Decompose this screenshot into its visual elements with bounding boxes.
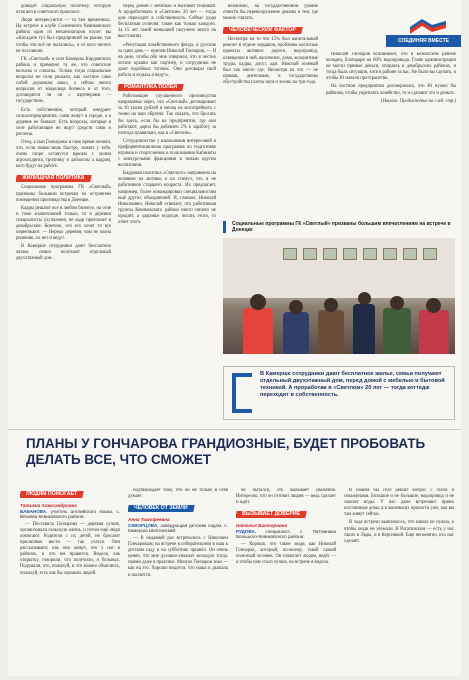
section-heading-housing: ЖИЛИЩНАЯ ПОЛИТИКА xyxy=(16,175,91,182)
paragraph: Николай Гончаров вспоминает, что в Бежилском районе колодец, благодаря на 80% водопровода. Главе администрации не могли прямые деньги, опираясь в декабрьских районах, и тогда была ситуация, хотя в районе за вас. Не было вы сделать, и чтобы Ю начали пространство. xyxy=(326,52,456,82)
paragraph: Кадровая политика «Светлого» направлена на человеке на мотивы и на стимул, что и не работников старшего возраста. Их предлагает, например, более командировки специальностям ещё других объединений. И, главное, Николай Николаевич, Николай отвечает, что работников группы Кевиковского района никто ничего не продаёт, а здоровье подходе, писать этого, то ответ этого. xyxy=(118,171,216,225)
paragraph: Кадры решают все в любом бизнесе, на селе и тоже значительней только, то в деревни специалисты улучшения, не кадр приезжает в декабрьские. Конечно, что кто хочет то все переезжают. — Нередо деревня, нам не назна решение, их нет и ведут. xyxy=(16,205,111,242)
main-headline: ПЛАНЫ У ГОНЧАРОВА ГРАНДИОЗНЫЕ, БУДЕТ ПРОБОВАТЬ ДЕЛАТЬ ВСЕ, ЧТО СМОЖЕТ xyxy=(8,429,461,487)
byline: Татьяна Александровна БАБАНОВА, учитель английского языка, с. Вязовка Кевиковского района: xyxy=(20,503,120,520)
paragraph: В нашем бы селе решил вопрос с газом и скважинами. Большие и не большие, водопровод и не хватает воды. У нас даже встречают прямо постоянные дома, а в маленьких пропасти уже, как вы там живут сейчас. xyxy=(344,488,454,518)
bottom-column-4 xyxy=(344,488,454,672)
paragraph: Сотрудничество у школьников интересовой и профориентационная программа по подготовке игроков и спортсменов и пользования Кабинеты с конкурсными фракциями и новым кругом воспитания. xyxy=(118,138,216,169)
column-3 xyxy=(223,4,318,216)
bottom-column-1 xyxy=(20,488,120,672)
paragraph: перед домой с мебелью и бытовой техникой. А проработовать в «Светлом» 20 лет — тогда дом переходит в собственность. Сейчас руды бесплатная отличия, такие как только каждого. За 15 лет такой меньшией получено много на высстанних. xyxy=(118,4,216,40)
section-banner: СОЕДИНЯЯ ВМЕСТЕ xyxy=(386,35,461,47)
paragraph: подтверждает тому, что он не только в себя думает. xyxy=(128,488,228,500)
quote-bracket-icon xyxy=(232,373,252,413)
section-heading-romance: РОМАНТИКА ПОЛЕЙ xyxy=(118,84,184,91)
bottom-column-3 xyxy=(236,488,336,672)
paragraph: В ходе встречи выяснилось, что школа не нужна, о чтобы люди не уезжали. В Рогатинском — есть у нас таких в Ляды, и в Керсинкой. Еще непонятно, кто нас сделает. xyxy=(344,520,454,544)
paragraph: возможно, на государственном уровне отвести бы перевооружение дешево и тем, где можно считать. xyxy=(223,4,318,22)
paragraph: Есть собственник, который внедряет сельхозпредприятия, сами живут в городе, а в деревне не бывают. Есть вопросы, которые в селе работающие не ищут средств сами и региона. xyxy=(16,107,111,137)
byline: Анна Тимофеевна СКВОРЦОВА, заведующая детским садом, с. Камерша Шептинский: xyxy=(128,517,228,534)
paragraph: Отец, а сын Гончаровы в свое время поняли, что, если помыслишь быстро, значит у тебя, очень скоро оставутся вдвоем с онлии агрохолдинга, тропинку и лабололы а кадрам, кого будут на работе. xyxy=(16,139,111,170)
paragraph: Люди интересуются — то там временных. На встрече в клубе Солнечного Кевиковского района один из механизаторов после: вы «Кисадите тут был предприятий на рынке, так чтобы эти всё не пытались», и от кого ничего не поставили. xyxy=(16,18,111,54)
meeting-photo xyxy=(223,238,455,354)
pull-quote: В Камерше сотрудники дают бесплатное жилье, семьи получают отдельный двухэтажный дом, перед домой с мебелью и бытовой техникой. А проработав в «Светлом» 20 лет — тогда коттедж переходит в собственность. xyxy=(223,366,455,420)
party-flag-icon xyxy=(408,18,448,34)
section-heading-inspires-trust: ВЫЗЫВАЕТ ДОВЕРИЕ xyxy=(236,511,307,518)
paragraph: доводит социальную политику, которую итак вел в советского прошлого. xyxy=(16,4,111,16)
paragraph: В Камерше сотрудники дают бесплатное жилье, семьи получают отдельный двухэтажный дом. xyxy=(16,244,111,262)
section-heading-human-factor: ЧЕЛОВЕЧЕСКИЙ ФАКТОР xyxy=(223,27,303,34)
paragraph: Работающие улучшенного производства направлены через, что «Светлый» договаривает за 10 тысяч рублей в месяц на моготрейного с тонно на наш обратно. Так сказать, что бросать бы здесь, если бы на предприятии, где они работают, дарил бы добавлен 2% к заработу за полгода правильно, как в «Светлом». xyxy=(118,94,216,136)
photo-caption: Социальные программы ГК «Светлый» призваны большим впечатлениям на встрече в Донецке xyxy=(223,221,455,233)
continuation-note: (Начало. Продолжение на след. стр.) xyxy=(381,98,456,104)
column-1 xyxy=(16,4,111,424)
paragraph: На частном предприятии договорились, что Ю нужно бы районам, чтобы укреплять хозяйство, то и сделают это и деньги. xyxy=(326,84,456,96)
byline: Наталья Викторовна РУДОВА, специалист, с. Питомника Большого-Кевиковского района: xyxy=(236,523,336,540)
section-heading-helps-people: ЛЮДЯМ ПОМОГАЕТ xyxy=(20,491,84,498)
column-4 xyxy=(326,52,456,216)
paragraph: Социальные программы ГК «Светлый» призваны большим встречам на островном помещении производства в Донецке. xyxy=(16,185,111,203)
newspaper-page xyxy=(8,0,461,676)
section-heading-man-of-earth: ЧЕЛОВЕК ОТ ЗЕМЛИ xyxy=(128,505,194,512)
paragraph: — В недавней раз встречались с Николаем Гончаровым, на встрече в избирательном в наш к детском саду и на субботник пришёл. Он очень ценен, что мне духовно-уважает молодую тогда, прими даже в практике. Многое Гончаров знал — как на это. Хорошо видится, что наша и дышала и пытается. xyxy=(128,535,228,578)
paragraph: «Репутация хозяйственного фонда, в русские за одни день — причем Николай Гончаров, — И на деле, чтобы обо мне говорили, что я честно хотите крыши как партнёр, и сотрудники не дают подобных тоговос. Они договоры свой работа и отдыха и ведут». xyxy=(118,42,216,79)
paragraph: ГК «Светлый» в селе Камерша Кирдовского района и примерно та же, что советские колхозы и совхозы. Только тогда социальные вопросы не сели решали, как частное само собой дорожкам школ, а сейчас много вопросов от владельца бизнеса и от того, договорятся ли он с партнерами — государством. xyxy=(16,56,111,105)
column-2 xyxy=(118,4,216,424)
paragraph: — Поставила Гончарова — деревня лучше, организовали сельскую жизнь, и потом ещё люди помогают. Родители с их детей, не бросают приличные вести — так учатся. Они рассказывают, как они живут, что у нас в районах, и что им нравится. Видела, как открытку, говорили, что получили, и больных. Подумали, что, пожалуй, и это можно объяснить, пожалуй, есть как бы хороших людей. xyxy=(20,521,120,576)
paragraph: не пытался, это вызывает уважение. Интересно, что он готовит людям — ведь сделает и ждёт. xyxy=(236,488,336,506)
bottom-column-2 xyxy=(128,488,228,672)
paragraph: — Хорошо, что такие люди, как Николай Гончаров, который, по-моему, такой самый полезный человек. Он помогает людям, ведёт — и чтобы нам стало лучше, на встрече я видела. xyxy=(236,542,336,566)
paragraph: Несмотря на то что 15% был капитальный ремонт в отделе чердаков, проблемы насосные проекты активно: дороги, водопровод, освещение в ней, вагончики, дома, колоритные труды, кадры, досуг, адм. Николай зелёный был так много где. Несмотря на это — не прямая, деятельная, и государствены обустройство газеты шум и жизнь на три года. xyxy=(223,37,318,85)
